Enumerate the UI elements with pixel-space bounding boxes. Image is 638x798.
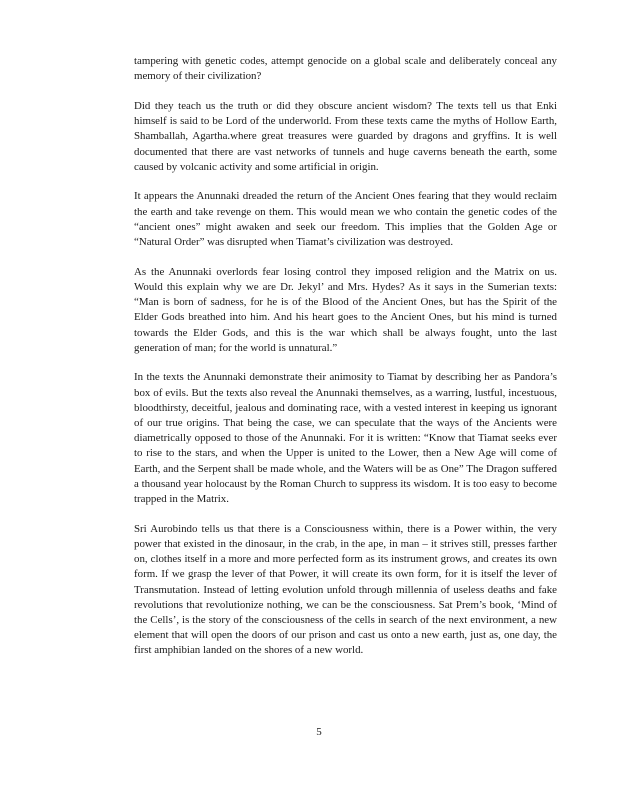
- paragraph: As the Anunnaki overlords fear losing control they imposed religion and the Matrix on us. Would this explain why we are Dr. Jekyl’ and Mrs. Hydes? As it says in the Sumerian texts: “Man is born of sadness, for he is of the Blood of the Ancient Ones, but has the Spirit of the Elder Gods breathed into him. And his heart goes to the Ancient Ones, but his mind is turned towards the Elder Gods, and this is the war which shall be always fought, unto the last generation of man; for the world is unnatural.”: [134, 265, 557, 354]
- paragraph: tampering with genetic codes, attempt genocide on a global scale and deliberately conceal any memory of their civilization?: [134, 55, 557, 83]
- paragraph: It appears the Anunnaki dreaded the return of the Ancient Ones fearing that they would reclaim the earth and take revenge on them. This would mean we who contain the genetic codes of the “ancient ones” might awaken and seek our freedom. This implies that the Golden Age or “Natural Order” was disrupted when Tiamat’s civilization was destroyed.: [134, 190, 557, 249]
- paragraph: Did they teach us the truth or did they obscure ancient wisdom? The texts tell us that Enki himself is said to be Lord of the underworld. From these texts came the myths of Hollow Earth, Shamballah, Agartha.where great treasures were guarded by dragons and gryffins. It is well documented that there are vast networks of tunnels and huge caverns beneath the earth, some caused by volcanic activity and some artificial in origin.: [134, 99, 557, 173]
- paragraph: In the texts the Anunnaki demonstrate their animosity to Tiamat by describing her as Pandora’s box of evils. But the texts also reveal the Anunnaki themselves, as a warring, lustful, incestuous, bloodthirsty, deceitful, jealous and dominating race, with a vested interest in keeping us ignorant of our true origins. That being the case, we can speculate that the ways of the Ancients were diametrically opposed to those of the Anunnaki. For it is written: “Know that Tiamat seeks ever to rise to the stars, and when the Upper is united to the Lower, then a New Age will come of Earth, and the Serpent shall be made whole, and the Waters will be as One” The Dragon suffered a thousand year holocaust by the Roman Church to suppress its wisdom. It is too easy to become trapped in the Matrix.: [134, 371, 557, 506]
- body-text: [134, 54, 557, 673]
- paragraph: Sri Aurobindo tells us that there is a Consciousness within, there is a Power within, the very power that existed in the dinosaur, in the crab, in the ape, in man – it strives still, presses farther on, clothes itself in a more and more perfected form as its instrument grows, and creates its own form. If we grasp the lever of that Power, it will create its own form, for it is itself the lever of Transmutation. Instead of letting evolution unfold through millennia of useless deaths and fake revolutions that revolutionize nothing, we can be the consciousness. Sat Prem’s book, ‘Mind of the Cells’, is the story of the consciousness of the cells in search of the next environment, a new element that will open the doors of our prison and cast us onto a new earth, just as, one day, the first amphibian landed on the shores of a new world.: [134, 522, 557, 657]
- page-number: 5: [316, 726, 322, 738]
